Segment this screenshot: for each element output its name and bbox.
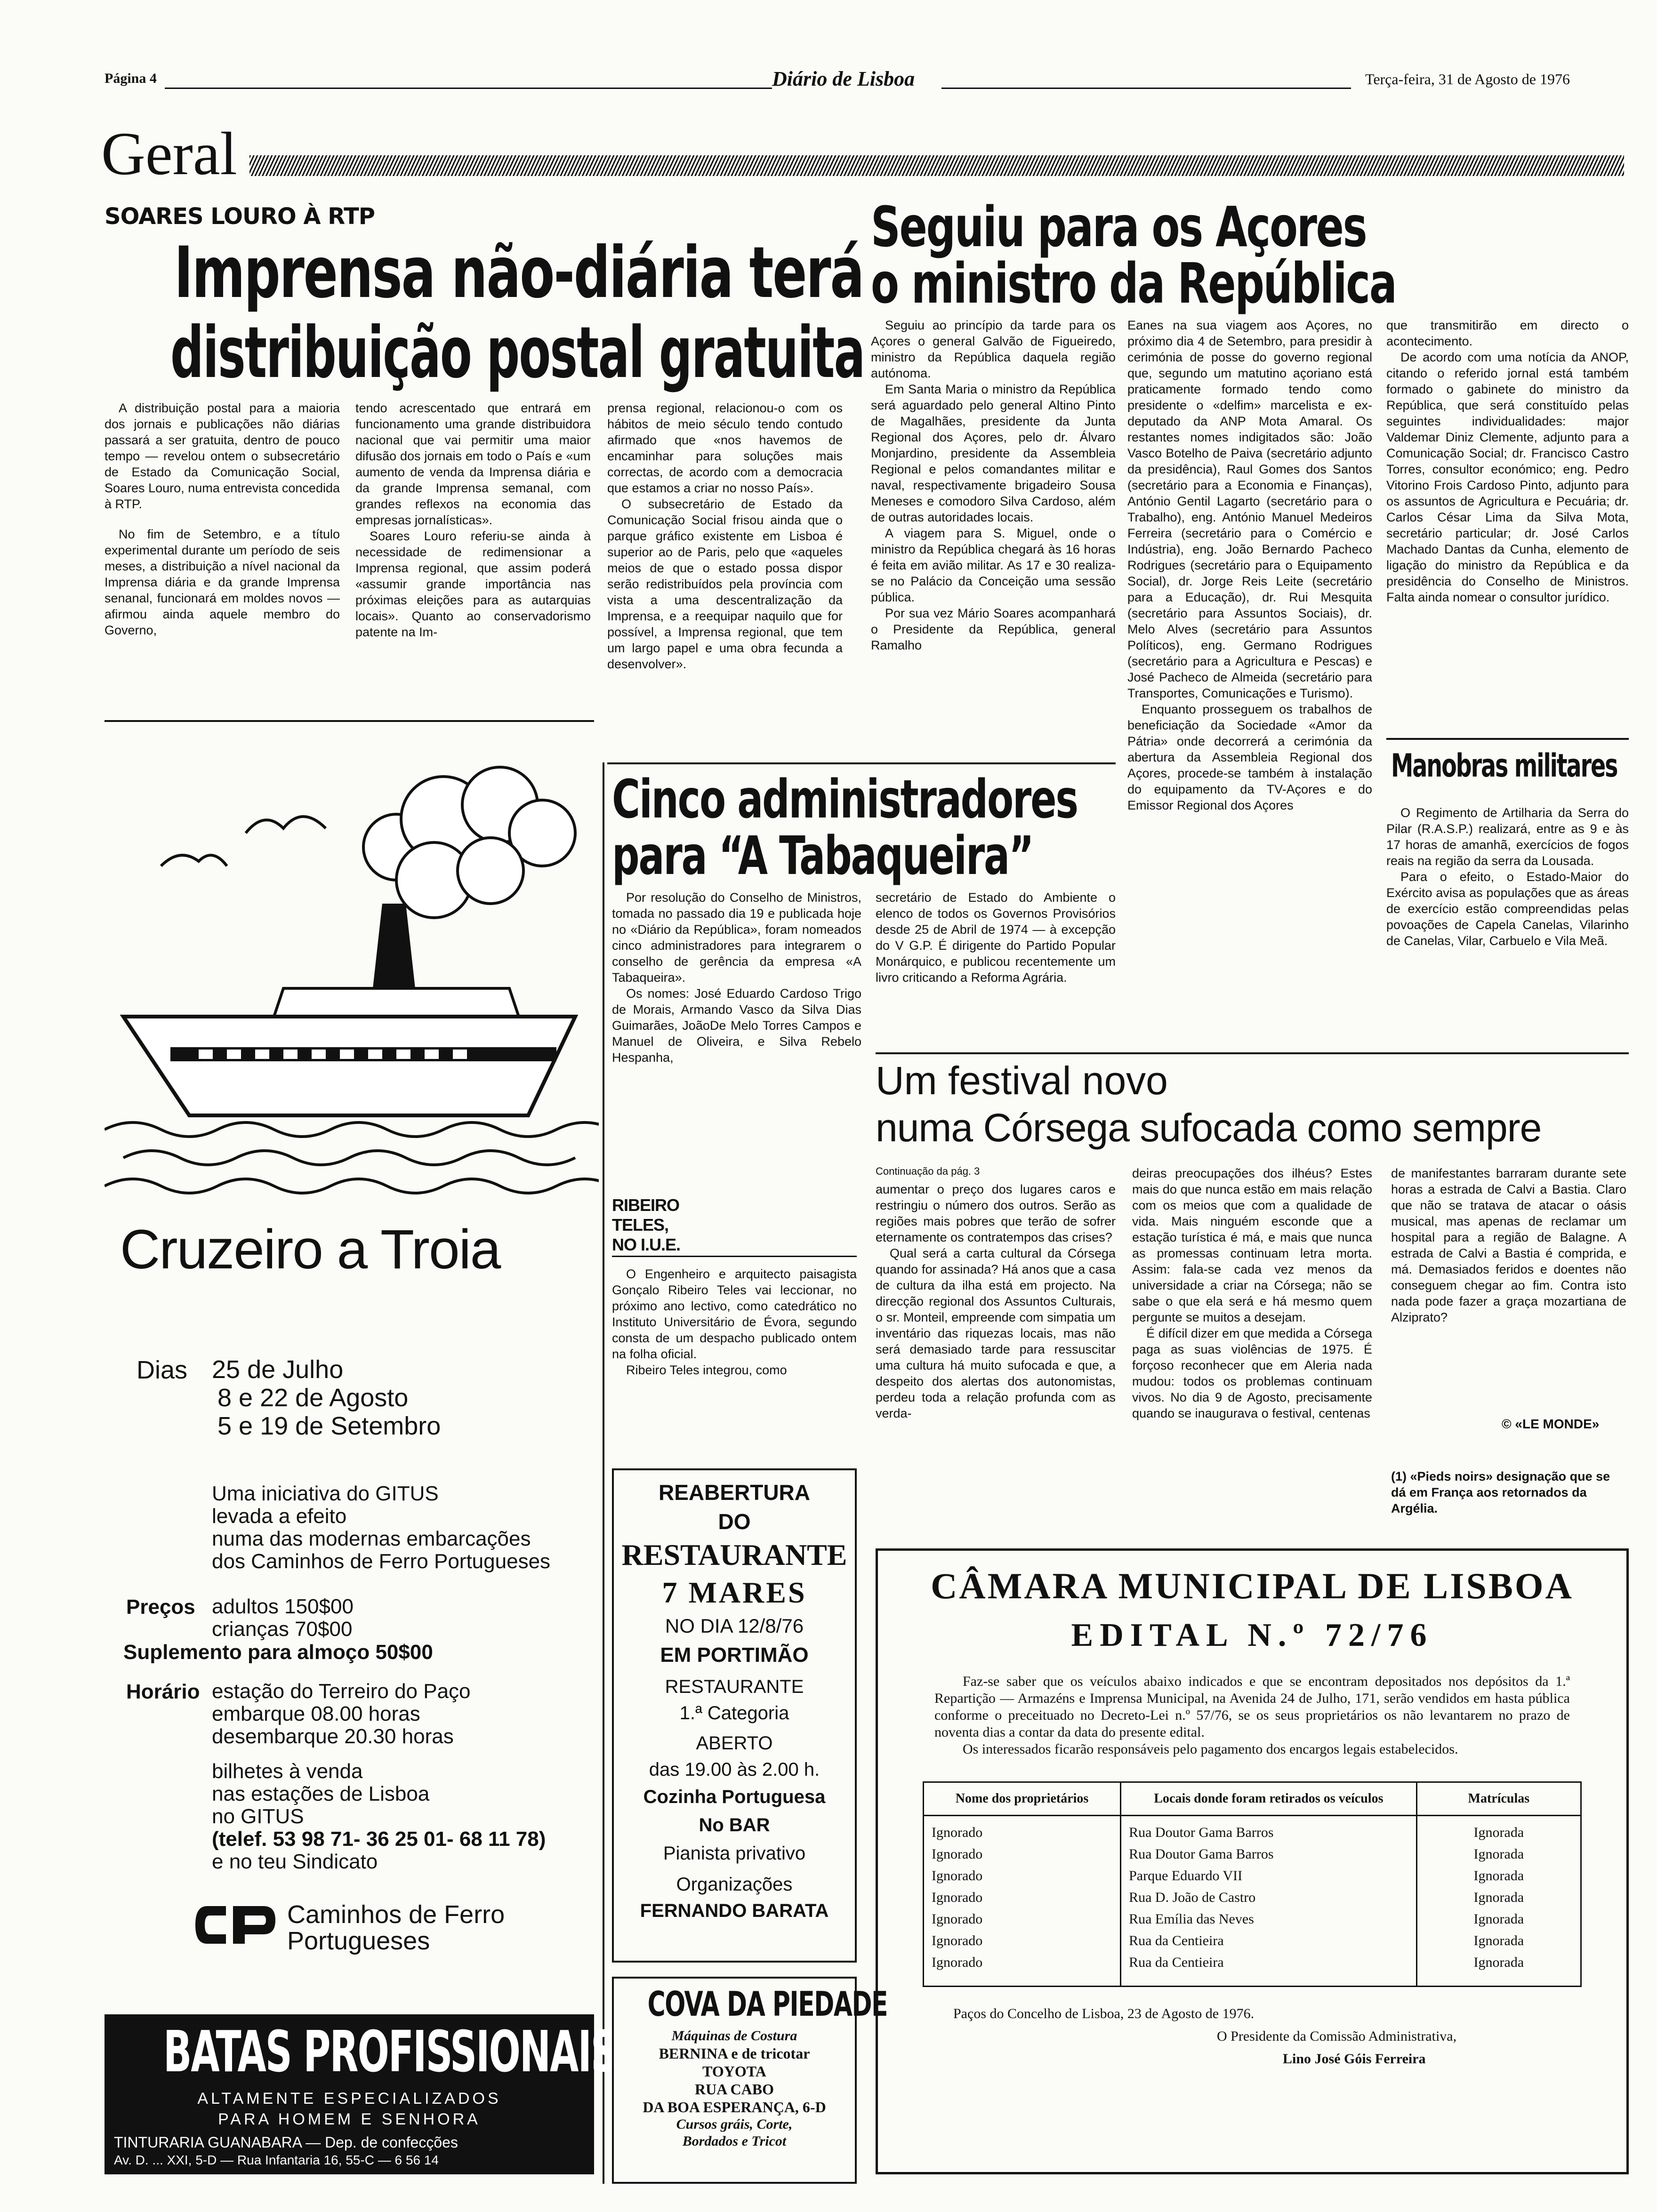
article6-col1 <box>876 1181 1116 1530</box>
cp-logo-text <box>287 1901 505 1954</box>
batas-title: BATAS PROFISSIONAIS <box>163 2020 617 2085</box>
edital-col-proprietarios: Nome dos proprietários <box>924 1782 1121 1816</box>
row-2-matricula: Ignorada <box>1416 1843 1581 1865</box>
row-1-nome: Ignorado <box>932 1825 983 1840</box>
table-row <box>924 1865 1581 1887</box>
batas-ad <box>105 2014 617 2174</box>
seagull-2 <box>246 817 326 833</box>
restaurante-ad <box>612 1468 857 1963</box>
cova-line-2: BERNINA e de tricotar <box>659 2045 810 2062</box>
batas-line3: TINTURARIA GUANABARA — Dep. de confecções <box>114 2134 458 2151</box>
restaurante-bar: No BAR <box>699 1815 770 1835</box>
cruzeiro-dia-2: 8 e 22 de Agosto <box>217 1384 409 1412</box>
article3-p2: Para o efeito, o Estado-Maior do Exército avisa as populações que as áreas de exercício estão compreendidas pelas povoações de Capela Canelas, Vilarinho de Canelas, Vilar, Carbuelo e Vila Meã. <box>1386 870 1629 948</box>
article6-col1-p1: aumentar o preço dos lugares caros e restringiu o número dos outros. Serão as regiões mais pobres que terão de sofrer eternamente os contratempos das crises? <box>876 1182 1116 1244</box>
article2-col3-p2: De acordo com uma notícia da ANOP, citando o referido jornal está também formado o gabinete do ministro da República, que será constituído pelas seguintes individualidades: major Valdemar Diniz Clemente, adjunto para a Comunicação Social; dr. Francisco Castro Torres, consultor económico; eng. Pedro Vitorino Frois Cardoso Pinto, adjunto para os assuntos de Agricultura e Pecuária; dr. Carlos César Lima da Silva Mota, secretário particular; dr. José Carlos Machado Dantas da Cunha, elemento de ligação do ministro da República e da presidência do Conselho de Ministros. Falta ainda nomear o consultor jurídico. <box>1386 350 1629 604</box>
row-2-local: Rua Doutor Gama Barros <box>1121 1843 1417 1865</box>
article1-col1 <box>105 400 340 711</box>
edital-col-locais: Locais donde foram retirados os veículos <box>1121 1782 1417 1816</box>
row-5-matricula: Ignorada <box>1416 1908 1581 1930</box>
article1-col3 <box>607 400 843 748</box>
edital-title: CÂMARA MUNICIPAL DE LISBOA <box>931 1565 1574 1606</box>
article6-continuation: Continuação da pág. 3 <box>876 1165 980 1177</box>
masthead-rule-right <box>941 88 1351 89</box>
restaurante-content <box>614 1470 855 1924</box>
article2-headline-line1: Seguiu para os Açores <box>871 194 1367 259</box>
article3-top-rule <box>1386 738 1629 740</box>
article6-footnote <box>1391 1468 1626 1516</box>
cova-line-1: Máquinas de Costura <box>671 2028 797 2044</box>
edital-table-header <box>924 1782 1581 1816</box>
cruzeiro-dias-label: Dias <box>137 1356 188 1384</box>
restaurante-word: RESTAURANTE <box>621 1538 847 1571</box>
smoke-cloud <box>363 767 575 918</box>
edital-footer-date: Paços do Concelho de Lisboa, 23 de Agosto de 1976. <box>953 2006 1255 2021</box>
restaurante-name: 7 MARES <box>662 1576 807 1609</box>
article6-headline-line1: Um festival novo <box>876 1058 1168 1103</box>
seagull-1 <box>161 855 227 866</box>
article6-col2-p2: É difícil dizer em que medida a Córsega paga as suas violências de 1975. É forçoso reconhecer que em Aleria nada mudou: todos os problemas continuam vivos. No dia 9 de Agosto, precisamente quando se inaugurava o festival, centenas <box>1132 1326 1372 1420</box>
table-row <box>924 1930 1581 1952</box>
article5-p2: Ribeiro Teles integrou, como <box>626 1363 787 1377</box>
article2-col1-p1: Seguiu ao princípio da tarde para os Açores o general Galvão de Figueiredo, ministro da República daquela região autónoma. <box>871 318 1116 380</box>
cova-title: COVA DA PIEDADE <box>647 1984 888 2024</box>
restaurante-dia: NO DIA 12/8/76 <box>665 1615 804 1637</box>
article3-p1: O Regimento de Artilharia da Serra do Pilar (R.A.S.P.) realizará, entre as 9 e às 17 horas de amanhã, exercícios de fogos reais na região da serra da Lousada. <box>1386 806 1629 868</box>
row-7-local: Rua da Centieira <box>1121 1952 1417 1987</box>
article5-p1: O Engenheiro e arquitecto paisagista Gonçalo Ribeiro Teles vai leccionar, no próximo ano lectivo, como catedrático no Instituto Universitário de Évora, segundo consta de um despacho publicado ontem na folha oficial. <box>612 1267 857 1361</box>
batas-sub1: ALTAMENTE ESPECIALIZADOS <box>197 2090 501 2108</box>
article1-col3-p2: O subsecretário de Estado da Comunicação Social frisou ainda que o parque gráfico existente em Lisboa é superior ao de Paris, pelo que «aqueles meios de que o estado possa dispor serão redistribuídos pela província com vista a uma descentralização da Imprensa, e a reequipar naquilo que for possível, a Imprensa regional, que tem um largo papel e uma obra fecunda a desenvolver». <box>607 497 843 671</box>
cruzeiro-dias <box>212 1355 441 1440</box>
edital-subtitle: EDITAL N.º 72/76 <box>1071 1617 1433 1653</box>
row-3-local: Parque Eduardo VII <box>1121 1865 1417 1887</box>
sea-waves <box>105 1122 599 1193</box>
restaurante-restaurante: RESTAURANTE <box>665 1676 804 1697</box>
cp-logo-line-2: Portugueses <box>287 1927 430 1955</box>
ship-funnel <box>373 904 415 988</box>
article2-col1-p3: A viagem para S. Miguel, onde o ministro da República chegará às 16 horas é feita em avião militar. As 17 e 30 realiza-se no Palácio da Conceição uma sessão pública. <box>871 526 1116 604</box>
article4-headline-line2: para “A Tabaqueira” <box>612 825 1033 887</box>
edital-col-matriculas: Matrículas <box>1416 1782 1581 1816</box>
restaurante-pianista: Pianista privativo <box>663 1843 806 1864</box>
ship-drawing <box>105 725 599 1200</box>
article2-col2-p1: Eanes na sua viagem aos Açores, no próximo dia 4 de Setembro, para presidir à cerimónia de posse do governo regional que, segundo um matutino açoriano está praticamente formado tendo como presidente o «delfim» marcelista e ex-deputado da ANP Mota Amaral. Os restantes nomes indigitados são: João Vasco Botelho de Paiva (secretário adjunto da presidência), Raul Gomes dos Santos (secretário para a Economia e Finanças), António Gentil Lagarto (secretário para o Trabalho), eng. António Manuel Medeiros Ferreira (secretário para o Comércio e Indústria), eng. João Bernardo Pacheco Rodrigues (secretário para o Equipamento Social), dr. Jorge Reis Leite (secretário para a Educação), dr. Rui Mesquita (secretário para Assuntos Sociais), dr. Melo Alves (secretário para Assuntos Políticos), eng. Germano Rodrigues (secretário para a Agricultura e Pescas) e José Pacheco de Almeida (secretário para Transportes, Comunicações e Turismo). <box>1127 318 1372 700</box>
row-1-matricula: Ignorada <box>1416 1816 1581 1844</box>
iniciativa-line-4: dos Caminhos de Ferro Portugueses <box>212 1550 551 1573</box>
article1-col2 <box>355 400 591 711</box>
article1-kicker: SOARES LOURO À RTP <box>105 203 375 230</box>
batas-line4: Av. D. ... XXI, 5-D — Rua Infantaria 16, 55-C — 6 56 14 <box>114 2153 439 2167</box>
article1-col2-p2: Soares Louro referiu-se ainda à necessidade de redimensionar a Imprensa regional, que assim poderá «assumir grande importância nas próximas eleições para as autarquias locais». Quanto ao conservadorismo patente na Im- <box>355 529 591 639</box>
edital-box <box>876 1548 1629 2174</box>
article6-col3-p1: de manifestantes barraram durante sete horas a estrada de Calvi a Bastia. Claro que não se tratava de atacar o oásis musical, mas apenas de reclamar um hospital para a região de Balagne. A estrada de Calvi a Bastia é comprida, e má. Demasiados feridos e doentes não conseguem chegar ao fim. Contra isto nada pode fazer a graça mozartiana de Alziprato? <box>1391 1166 1626 1324</box>
bilhetes-telefone: (telef. 53 98 71- 36 25 01- 68 11 78) <box>212 1827 546 1851</box>
cruzeiro-horario <box>212 1680 471 1748</box>
article4-headline-line1: Cinco administradores <box>612 769 1078 830</box>
edital-footer-role: O Presidente da Comissão Administrativa, <box>1217 2028 1457 2044</box>
article6-col2 <box>1132 1165 1372 1532</box>
article6-headline-line2: numa Córsega sufocada como sempre <box>876 1106 1542 1150</box>
restaurante-organizacoes: Organizações <box>676 1874 793 1895</box>
article5-rule <box>612 1256 857 1257</box>
article6-col2-p1: deiras preocupações dos ilhéus? Estes mais do que nunca estão em mais relação com os meios que com a qualidade de vida. Mais ninguém esconde que a estação turística é má, e mais que nunca as promessas continuam letra morta. Assim: fala-se cada vez menos da universidade a criar na Córsega; não se sabe o que ela será e há mesmo quem pergunte se muitos a desejam. <box>1132 1166 1372 1324</box>
article1-col1-p2: No fim de Setembro, e a título experimental durante um período de seis meses, a distribuição a nível nacional da Imprensa diária e da grande Imprensa senanal, funcionará em moldes novos — afirmou ainda aquele membro do Governo, <box>105 527 340 637</box>
article3-body <box>1386 805 1629 1050</box>
table-row <box>924 1887 1581 1908</box>
article1-headline-line1: Imprensa não-diária terá <box>174 232 864 314</box>
bilhetes-line-5: e no teu Sindicato <box>212 1850 378 1873</box>
row-4-matricula: Ignorada <box>1416 1887 1581 1908</box>
row-4-local: Rua D. João de Castro <box>1121 1887 1417 1908</box>
bilhetes-line-1: bilhetes à venda <box>212 1760 363 1783</box>
cruzeiro-suplemento: Suplemento para almoço 50$00 <box>123 1641 433 1664</box>
article6-credit: © «LE MONDE» <box>1502 1417 1600 1431</box>
iniciativa-line-1: Uma iniciativa do GITUS <box>212 1482 439 1505</box>
cruzeiro-title: Cruzeiro a Troia <box>120 1218 500 1281</box>
page-number: Página 4 <box>105 71 157 86</box>
article2-headline-line2: o ministro da República <box>871 251 1396 316</box>
article4-col1-p2: Os nomes: José Eduardo Cardoso Trigo de Morais, Armando Vasco da Silva Dias Guimarães, JoãoDe Melo Torres Campos e Manuel de Oliveira, e Silva Rebelo Hespanha, <box>612 986 861 1065</box>
restaurante-categoria: 1.ª Categoria <box>679 1703 789 1723</box>
article4-col2-p1: secretário de Estado do Ambiente o elenco de todos os Governos Provisórios desde 25 de Abril de 1974 — à excepção do V G.P. É dirigente do Partido Popular Monárquico, e publicou recentemente um livro criticando a Reforma Agrária. <box>876 890 1116 985</box>
preco-adultos: adultos 150$00 <box>212 1595 354 1618</box>
restaurante-cozinha: Cozinha Portuguesa <box>643 1787 826 1807</box>
section-title: Geral <box>101 120 237 188</box>
row-3-matricula: Ignorada <box>1416 1865 1581 1887</box>
cruzeiro-dia-1: 25 de Julho <box>212 1355 344 1384</box>
ship-bridge <box>274 988 519 1017</box>
section-hatch-bar <box>249 155 1624 176</box>
article4-col2 <box>876 890 1116 1045</box>
column-vertical-rule <box>603 762 604 2184</box>
horario-line-1: estação do Terreiro do Paço <box>212 1680 471 1703</box>
restaurante-horas: das 19.00 às 2.00 h. <box>649 1759 820 1780</box>
article4-col1-p1: Por resolução do Conselho de Ministros, tomada no passado dia 19 e publicada hoje no «Diário da República», foram nomeados cinco administradores para integrarem o conselho de gerência da empresa «A Tabaqueira». <box>612 890 861 985</box>
row-6-local: Rua da Centieira <box>1121 1930 1417 1952</box>
article1-bottom-rule <box>105 720 594 722</box>
horario-line-3: desembarque 20.30 horas <box>212 1725 454 1748</box>
restaurante-do: DO <box>718 1509 751 1534</box>
article4-bottom-rule <box>876 1052 1629 1054</box>
article5-body <box>612 1266 857 1468</box>
iniciativa-line-2: levada a efeito <box>212 1505 347 1528</box>
row-7-nome: Ignorado <box>932 1955 983 1970</box>
ship-illustration <box>105 725 599 1200</box>
article4-top-rule <box>607 762 1116 764</box>
article5-headline: RIBEIRO TELES, NO I.U.E. <box>612 1195 681 1254</box>
article6-col3 <box>1391 1165 1626 1410</box>
preco-criancas: crianças 70$00 <box>212 1618 353 1641</box>
cruzeiro-precos <box>212 1595 354 1641</box>
table-row <box>924 1952 1581 1987</box>
cruzeiro-precos-label: Preços <box>126 1595 195 1619</box>
cova-line-7: Bordados e Tricot <box>682 2133 787 2149</box>
cruzeiro-dia-3: 5 e 19 de Setembro <box>217 1412 441 1440</box>
cruzeiro-iniciativa <box>212 1483 550 1573</box>
footnote-text: designação que se dá em França aos retornados da Argélia. <box>1391 1469 1610 1515</box>
restaurante-reabertura: REABERTURA <box>659 1480 810 1505</box>
batas-sub2: PARA HOMEM E SENHORA <box>218 2110 481 2128</box>
edital-paragraph-2: Os interessados ficarão responsáveis pelo pagamento dos encargos legais estabelecidos. <box>963 1741 1458 1757</box>
article1-col1-p1: A distribuição postal para a maioria dos jornais e publicações não diárias passará a ser gratuita, dentro de pouco tempo — revelou ontem o subsecretário de Estado da Comunicação Social, Soares Louro, numa entrevista concedida à RTP. <box>105 401 340 511</box>
row-6-matricula: Ignorada <box>1416 1930 1581 1952</box>
cruzeiro-bilhetes <box>212 1760 546 1873</box>
edital-paragraph-1: Faz-se saber que os veículos abaixo indicados e que se encontram depositados nos depósitos da 1.ª Repartição — Armazéns e Imprensa Municipal, na Avenida 24 de Julho, 171, serão vendidos em hasta pública conforme o preceituado no Decreto-Lei n.º 57/76, se os seus proprietários os não levantarem no prazo de noventa dias a contar da data do presente edital. <box>934 1674 1570 1740</box>
footnote-label: (1) «Pieds noirs» <box>1391 1469 1493 1483</box>
article6-col1-p2: Qual será a carta cultural da Córsega quando for assinada? Há anos que a casa de cultura da ilha está em projecto. Na direcção regional dos Assuntos Culturais, o sr. Monteil, empreende com simpatia um inventário das riquezas locais, mas não será demasiado tarde para ressuscitar uma cultura há muito sufocada e que, a despeito dos alertas dos autonomistas, perdeu toda a relação profunda com as verda- <box>876 1246 1116 1420</box>
cp-logo <box>193 1901 278 1951</box>
ship-hull <box>123 1017 575 1115</box>
table-row <box>924 1843 1581 1865</box>
bilhetes-line-2: nas estações de Lisboa <box>212 1782 430 1805</box>
cova-content <box>614 1979 888 2150</box>
row-7-matricula: Ignorada <box>1416 1952 1581 1987</box>
article1-headline-line2: distribuição postal gratuita <box>170 312 865 394</box>
iniciativa-line-3: numa das modernas embarcações <box>212 1527 531 1550</box>
article2-col3-p1: que transmitirão em directo o acontecimento. <box>1386 318 1629 348</box>
table-row <box>924 1816 1581 1844</box>
cova-line-6: Cursos gráis, Corte, <box>676 2116 793 2132</box>
cova-line-5: DA BOA ESPERANÇA, 6-D <box>643 2099 826 2116</box>
cova-line-3: TOYOTA <box>702 2063 766 2080</box>
table-row <box>924 1908 1581 1930</box>
row-6-nome: Ignorado <box>932 1933 983 1948</box>
article2-col1-p2: Em Santa Maria o ministro da República será aguardado pelo general Altino Pinto de Magalhães, presidente da Junta Regional dos Açores, pelo dr. Álvaro Monjardino, presidente da Assembleia Regional e pelos comandantes militar e naval, respectivamente brigadeiro Sousa Meneses e comodoro Silva Cardoso, além de outras autoridades locais. <box>871 382 1116 524</box>
row-4-nome: Ignorado <box>932 1890 983 1905</box>
horario-line-2: embarque 08.00 horas <box>212 1702 420 1725</box>
cp-logo-line-1: Caminhos de Ferro <box>287 1900 505 1929</box>
edital-table <box>923 1781 1582 1987</box>
row-1-local: Rua Doutor Gama Barros <box>1121 1816 1417 1844</box>
row-5-nome: Ignorado <box>932 1911 983 1927</box>
article2-col1-p4: Por sua vez Mário Soares acompanhará o Presidente da República, general Ramalho <box>871 606 1116 652</box>
edital-footer-signature: Lino José Góis Ferreira <box>1283 2051 1426 2067</box>
article1-col3-p1: prensa regional, relacionou-o com os hábitos de meio século tendo contudo afirmado que «nos havemos de encaminhar para soluções mais correctas, de acordo com a democracia que estamos a criar no nosso País». <box>607 401 843 495</box>
masthead-rule-left <box>165 88 772 89</box>
cp-logo-icon <box>193 1901 278 1948</box>
restaurante-local: EM PORTIMÃO <box>660 1643 809 1667</box>
article1-col2-p1: tendo acrescentado que entrará em funcionamento uma grande distribuidora nacional que vai permitir uma maior difusão dos jornais em todo o País e «um aumento de venda da Imprensa diária e da grande Imprensa semanal, com grandes reflexos na economia das empresas jornalísticas». <box>355 401 591 527</box>
row-3-nome: Ignorado <box>932 1868 983 1883</box>
bilhetes-line-3: no GITUS <box>212 1805 304 1828</box>
row-5-local: Rua Emília das Neves <box>1121 1908 1417 1930</box>
masthead-date: Terça-feira, 31 de Agosto de 1976 <box>1365 71 1570 88</box>
article4-col1 <box>612 890 861 1153</box>
article2-col2-p2: Enquanto prosseguem os trabalhos de beneficiação da Sociedade «Amor da Pátria» onde decorrerá a cerimónia da abertura da Assembleia Regional dos Açores, procede-se também à instalação do equipamento da TV-Açores e do Emissor Regional dos Açores <box>1127 702 1372 812</box>
paper-name: Diário de Lisboa <box>772 67 915 90</box>
row-2-nome: Ignorado <box>932 1846 983 1862</box>
article3-headline: Manobras militares <box>1391 747 1617 785</box>
cruzeiro-horario-label: Horário <box>126 1680 200 1703</box>
cova-line-4: RUA CABO <box>694 2081 774 2098</box>
restaurante-aberto: ABERTO <box>696 1733 773 1754</box>
restaurante-organizador: FERNANDO BARATA <box>640 1900 829 1921</box>
cova-ad <box>612 1977 888 2184</box>
article2-col3 <box>1386 317 1629 731</box>
article2-col1 <box>871 317 1116 764</box>
article2-col2 <box>1127 317 1372 1051</box>
